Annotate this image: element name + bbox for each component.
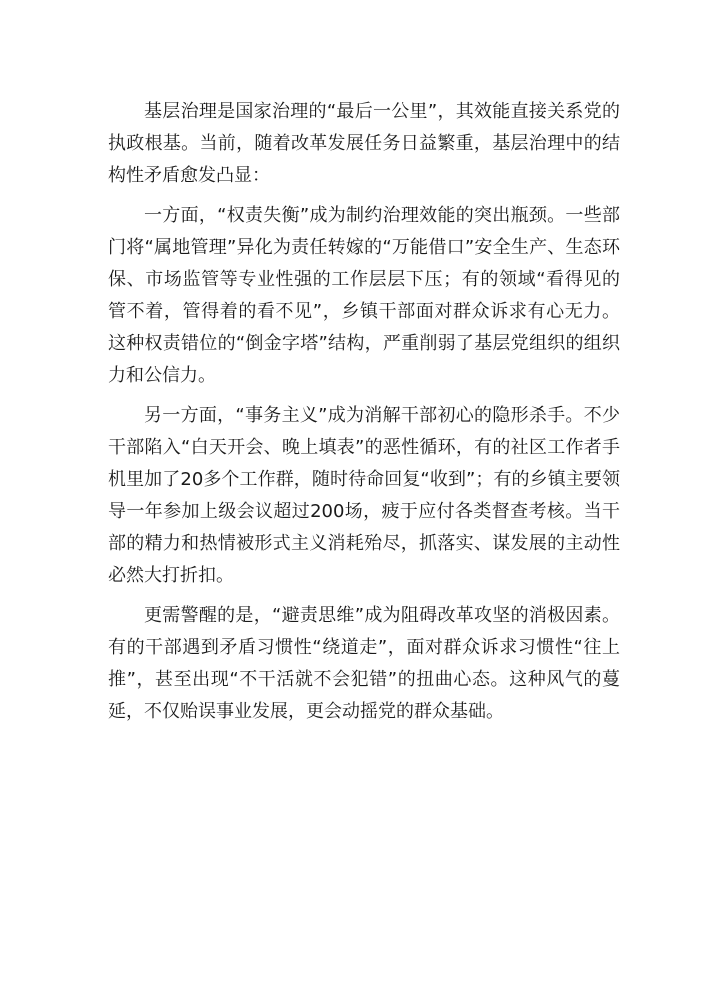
paragraph-power-responsibility: 一方面，“权责失衡”成为制约治理效能的突出瓶颈。一些部门将“属地管理”异化为责任转嫁的“万能借口”安全生产、生态环保、市场监管等专业性强的工作层层下压；有的领域“看得见的管不着，管得着的看不见”，乡镇干部面对群众诉求有心无力。这种权责错位的“倒金字塔”结构，严重削弱了基层党组织的组织力和公信力。 xyxy=(108,205,620,386)
document-body xyxy=(108,96,620,736)
paragraph-intro: 基层治理是国家治理的“最后一公里”，其效能直接关系党的执政根基。当前，随着改革发展任务日益繁重，基层治理中的结构性矛盾愈发凸显： xyxy=(108,101,620,186)
paragraph-routinism: 另一方面，“事务主义”成为消解干部初心的隐形杀手。不少干部陷入“白天开会、晚上填表”的恶性循环，有的社区工作者手机里加了20多个工作群，随时待命回复“收到”；有的乡镇主要领导一年参加上级会议超过200场，疲于应付各类督查考核。当干部的精力和热情被形式主义消耗殆尽，抓落实、谋发展的主动性必然大打折扣。 xyxy=(108,405,620,586)
paragraph-avoidance: 更需警醒的是，“避责思维”成为阻碍改革攻坚的消极因素。有的干部遇到矛盾习惯性“绕道走”，面对群众诉求习惯性“往上推”，甚至出现“不干活就不会犯错”的扭曲心态。这种风气的蔓延，不仅贻误事业发展，更会动摇党的群众基础。 xyxy=(108,605,620,722)
